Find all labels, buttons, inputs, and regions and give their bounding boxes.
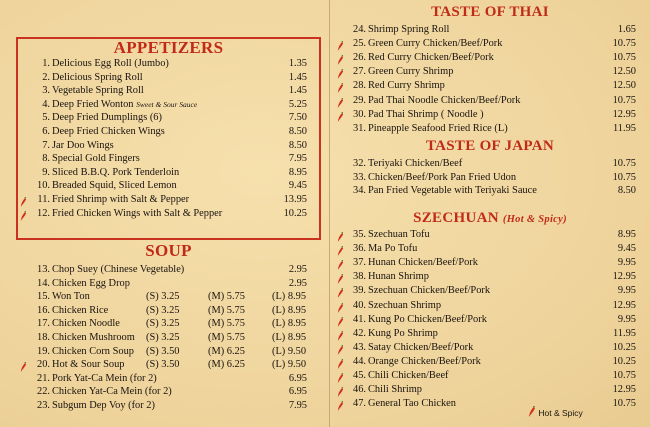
chili-pepper-icon [337,371,344,382]
item-number: 33. [353,172,366,183]
item-number: 28. [353,80,366,91]
item-name-text: Chicken Mushroom [52,332,135,343]
item-price: 9.95 [617,285,636,296]
soup-heading: SOUP [145,241,192,260]
item-number: 46. [353,384,366,395]
menu-item [30,126,307,138]
item-name-text: Delicious Spring Roll [52,72,143,83]
item-price: 10.75 [612,52,636,63]
item-price: 10.75 [612,172,636,183]
chili-pepper-icon [337,67,344,78]
item-number: 4. [42,99,50,110]
item-price: 8.95 [288,167,307,178]
item-name [368,66,453,78]
item-price: 10.75 [612,95,636,106]
menu-item [346,172,636,184]
chili-pepper-icon [337,272,344,283]
item-name [52,318,120,330]
item-number: 2. [42,72,50,83]
chili-pepper-icon [337,385,344,396]
item-price: 10.75 [612,370,636,381]
item-name [368,80,445,92]
item-price: 13.95 [283,194,307,205]
item-name [368,158,462,170]
item-name [368,172,516,184]
item-price: 8.50 [288,140,307,151]
item-name [52,332,135,344]
item-price: 8.50 [288,126,307,137]
menu-item [346,370,636,382]
menu-item [346,271,636,283]
menu-item [30,318,307,330]
menu-item [30,153,307,165]
item-name-text: Chicken Egg Drop [52,278,130,289]
item-number: 3. [42,85,50,96]
item-name-text: Chicken Yat-Ca Mein (for 2) [52,386,172,397]
menu-item [30,58,307,70]
item-number: 31. [353,123,366,134]
item-price: 12.50 [612,66,636,77]
menu-item [30,346,307,358]
item-number: 8. [42,153,50,164]
item-name [52,264,184,276]
thai-heading: TASTE OF THAI [431,4,549,20]
item-name-text: Chicken Noodle [52,318,120,329]
menu-item [346,285,636,297]
menu-item [30,99,307,111]
chili-pepper-icon [337,301,344,312]
size-price-m: (M) 6.25 [208,346,245,357]
item-name-text: Teriyaki Chicken/Beef [368,158,463,169]
menu-item [346,356,636,368]
item-price: 1.45 [288,85,307,96]
menu-item [346,398,636,410]
item-price: 9.45 [288,180,307,191]
item-number: 47. [353,398,366,409]
item-name [368,95,520,107]
item-price: 10.25 [612,356,636,367]
size-price-s: (S) 3.25 [146,291,180,302]
size-price-m: (M) 5.75 [208,318,245,329]
item-price: 7.95 [288,153,307,164]
size-price-m: (M) 5.75 [208,305,245,316]
item-name [368,24,449,36]
item-number: 21. [37,373,50,384]
item-name-text: Pad Thai Noodle Chicken/Beef/Pork [368,95,521,106]
item-name-text: General Tao Chicken [368,398,456,409]
appetizers-heading: APPETIZERS [113,38,224,57]
szechuan-subtitle: (Hot & Spicy) [502,214,567,225]
menu-item [30,386,307,398]
item-price: 10.75 [612,158,636,169]
menu-item [30,140,307,152]
item-price: 7.95 [288,400,307,411]
menu-item [346,24,636,36]
item-number: 25. [353,38,366,49]
chili-pepper-icon [337,110,344,121]
menu-item [346,257,636,269]
item-name-text: Szechuan Chicken/Beef/Pork [368,285,491,296]
item-name [368,398,456,410]
size-price-l: (L) 9.50 [272,346,307,357]
item-number: 44. [353,356,366,367]
menu-item [346,38,636,50]
chili-pepper-icon [337,230,344,241]
size-price-l: (L) 8.95 [272,318,307,329]
item-price: 10.25 [612,342,636,353]
item-number: 10. [37,180,50,191]
item-name-text: Szechuan Shrimp [368,300,442,311]
item-name-text: Fried Shrimp with Salt & Pepper [52,194,190,205]
szechuan-title: SZECHUAN [413,210,499,226]
item-name [52,305,108,317]
item-name-text: Won Ton [52,291,90,302]
chili-pepper-icon [337,399,344,410]
item-number: 43. [353,342,366,353]
item-number: 14. [37,278,50,289]
size-price-m: (M) 6.25 [208,359,245,370]
item-name-text: Kung Po Shrimp [368,328,438,339]
item-name-text: Chop Suey (Chinese Vegetable) [52,264,185,275]
item-number: 37. [353,257,366,268]
item-name-text: Kung Po Chicken/Beef/Pork [368,314,487,325]
menu-item [346,80,636,92]
item-name [52,153,140,165]
item-name-text: Pineapple Seafood Fried Rice (L) [368,123,508,134]
size-price-l: (L) 8.95 [272,332,307,343]
item-name [52,72,143,84]
chili-pepper-icon [20,195,27,206]
item-name-text: Ma Po Tofu [368,243,418,254]
menu-item [346,300,636,312]
menu-item [30,373,307,385]
menu-item [346,314,636,326]
item-name [368,257,478,269]
chili-pepper-icon [337,258,344,269]
item-name [368,285,490,297]
item-number: 39. [353,285,366,296]
item-name-text: Hunan Shrimp [368,271,429,282]
item-name-text: Fried Chicken Wings with Salt & Pepper [52,208,223,219]
item-name-text: Deep Fried Chicken Wings [52,126,165,137]
menu-item [30,278,307,290]
chili-pepper-icon [337,329,344,340]
item-name-text: Szechuan Tofu [368,229,430,240]
item-name-text: Pad Thai Shrimp ( Noodle ) [368,109,484,120]
item-number: 45. [353,370,366,381]
size-price-l: (L) 8.95 [272,305,307,316]
item-price: 8.50 [617,185,636,196]
chili-pepper-icon [337,53,344,64]
item-name-text: Green Curry Chicken/Beef/Pork [368,38,503,49]
item-name [368,123,508,135]
item-name [368,356,481,368]
item-name-text: Orange Chicken/Beef/Pork [368,356,481,367]
item-number: 34. [353,185,366,196]
item-name-text: Sliced B.B.Q. Pork Tenderloin [52,167,180,178]
item-price: 10.25 [283,208,307,219]
item-price: 9.45 [617,243,636,254]
item-price: 2.95 [288,264,307,275]
item-number: 17. [37,318,50,329]
menu-item [346,384,636,396]
item-name [368,271,429,283]
item-name [52,167,179,179]
menu-item [30,332,307,344]
item-name [52,194,189,206]
item-number: 24. [353,24,366,35]
menu-item [30,72,307,84]
item-name [368,185,537,197]
size-price-m: (M) 5.75 [208,332,245,343]
menu-item [30,112,307,124]
item-name [368,38,502,50]
menu-item [30,167,307,179]
item-name [368,52,494,64]
menu-item [30,400,307,412]
item-name [368,109,484,121]
item-name-text: Green Curry Shrimp [368,66,454,77]
item-number: 6. [42,126,50,137]
menu-item [30,194,307,206]
menu-item [30,85,307,97]
item-name-text: Breaded Squid, Sliced Lemon [52,180,177,191]
item-name-text: Pork Yat-Ca Mein (for 2) [52,373,157,384]
chili-pepper-icon [337,81,344,92]
item-number: 11. [37,194,50,205]
item-name [368,314,487,326]
menu-item [30,291,307,303]
item-number: 15. [37,291,50,302]
item-name [368,342,473,354]
menu-item [346,158,636,170]
item-price: 1.35 [288,58,307,69]
size-price-s: (S) 3.25 [146,332,180,343]
item-name-text: Chili Shrimp [368,384,422,395]
item-price: 7.50 [288,112,307,123]
item-number: 19. [37,346,50,357]
chili-pepper-icon [337,315,344,326]
japan-heading: TASTE OF JAPAN [425,138,555,154]
item-name-text: Special Gold Fingers [52,153,140,164]
chili-pepper-icon [337,286,344,297]
menu-item [346,95,636,107]
chili-pepper-icon [337,244,344,255]
column-divider [329,0,330,427]
menu-item [30,208,307,220]
item-price: 12.95 [612,300,636,311]
item-name-text: Deep Fried Dumplings (6) [52,112,162,123]
chili-pepper-icon [337,357,344,368]
szechuan-heading [335,210,645,227]
item-price: 5.25 [288,99,307,110]
item-number: 38. [353,271,366,282]
item-name [52,400,155,412]
item-number: 42. [353,328,366,339]
item-number: 20. [37,359,50,370]
item-price: 6.95 [288,386,307,397]
item-name-text: Delicious Egg Roll (Jumbo) [52,58,169,69]
menu-item [346,52,636,64]
item-number: 27. [353,66,366,77]
menu-item [30,180,307,192]
menu-item [346,342,636,354]
item-name-text: Satay Chicken/Beef/Pork [368,342,474,353]
item-name [52,99,197,111]
item-name [52,85,144,97]
item-number: 41. [353,314,366,325]
item-name [368,300,441,312]
item-name-text: Subgum Dep Voy (for 2) [52,400,155,411]
size-price-l: (L) 8.95 [272,291,307,302]
item-name-text: Hot & Sour Soup [52,359,125,370]
chili-pepper-icon [20,360,27,371]
item-name-text: Pan Fried Vegetable with Teriyaki Sauce [368,185,537,196]
chili-pepper-icon [337,39,344,50]
item-name-text: Chicken/Beef/Pork Pan Fried Udon [368,172,517,183]
item-name [368,328,438,340]
item-number: 36. [353,243,366,254]
menu-item [346,109,636,121]
item-name [52,291,90,303]
menu-item [346,66,636,78]
item-name [52,126,165,138]
chili-pepper-icon [337,96,344,107]
item-name [52,359,124,371]
item-name-text: Red Curry Shrimp [368,80,445,91]
item-number: 40. [353,300,366,311]
item-name-text: Jar Doo Wings [52,140,114,151]
item-name [52,373,157,385]
item-price: 12.95 [612,384,636,395]
item-name-text: Red Curry Chicken/Beef/Pork [368,52,494,63]
size-price-s: (S) 3.50 [146,359,180,370]
menu-item [346,328,636,340]
item-name-text: Deep Fried Wonton [52,99,134,110]
item-number: 13. [37,264,50,275]
item-name [368,229,430,241]
item-number: 12. [37,208,50,219]
item-price: 6.95 [288,373,307,384]
item-number: 29. [353,95,366,106]
item-price: 10.75 [612,38,636,49]
item-price: 1.45 [288,72,307,83]
item-price: 12.50 [612,80,636,91]
item-name [52,180,177,192]
size-price-m: (M) 5.75 [208,291,245,302]
item-number: 5. [42,112,50,123]
size-price-s: (S) 3.25 [146,305,180,316]
item-number: 26. [353,52,366,63]
item-name-text: Vegetable Spring Roll [52,85,144,96]
item-name [368,243,417,255]
item-number: 23. [37,400,50,411]
item-price: 1.65 [617,24,636,35]
item-price: 10.75 [612,398,636,409]
size-price-s: (S) 3.25 [146,318,180,329]
item-price: 9.95 [617,314,636,325]
item-number: 22. [37,386,50,397]
item-number: 7. [42,140,50,151]
item-name [52,112,162,124]
item-number: 1. [42,58,50,69]
chili-pepper-icon [337,343,344,354]
item-note: Sweet & Sour Sauce [136,100,198,109]
item-number: 30. [353,109,366,120]
item-number: 9. [42,167,50,178]
legend-label: Hot & Spicy [538,408,583,418]
item-name [52,140,114,152]
item-price: 12.95 [612,109,636,120]
item-price: 11.95 [613,328,636,339]
menu-item [346,229,636,241]
item-number: 18. [37,332,50,343]
item-price: 9.95 [617,257,636,268]
item-number: 35. [353,229,366,240]
menu-item [346,185,636,197]
item-price: 12.95 [612,271,636,282]
item-price: 8.95 [617,229,636,240]
chili-pepper-icon [528,406,536,418]
menu-item [30,359,307,371]
item-name [52,58,169,70]
menu-item [30,305,307,317]
item-name [368,370,449,382]
item-name-text: Shrimp Spring Roll [368,24,450,35]
legend [528,406,583,418]
size-price-s: (S) 3.50 [146,346,180,357]
menu-item [346,123,636,135]
item-name [368,384,422,396]
item-name-text: Chicken Rice [52,305,109,316]
chili-pepper-icon [20,209,27,220]
item-name [52,208,222,220]
item-name-text: Chili Chicken/Beef [368,370,449,381]
menu-item [346,243,636,255]
item-name-text: Hunan Chicken/Beef/Pork [368,257,478,268]
menu-item [30,264,307,276]
item-name [52,346,134,358]
item-name-text: Chicken Corn Soup [52,346,134,357]
item-name [52,278,130,290]
size-price-l: (L) 9.50 [272,359,307,370]
item-number: 32. [353,158,366,169]
item-name [52,386,172,398]
item-number: 16. [37,305,50,316]
item-price: 2.95 [288,278,307,289]
item-price: 11.95 [613,123,636,134]
